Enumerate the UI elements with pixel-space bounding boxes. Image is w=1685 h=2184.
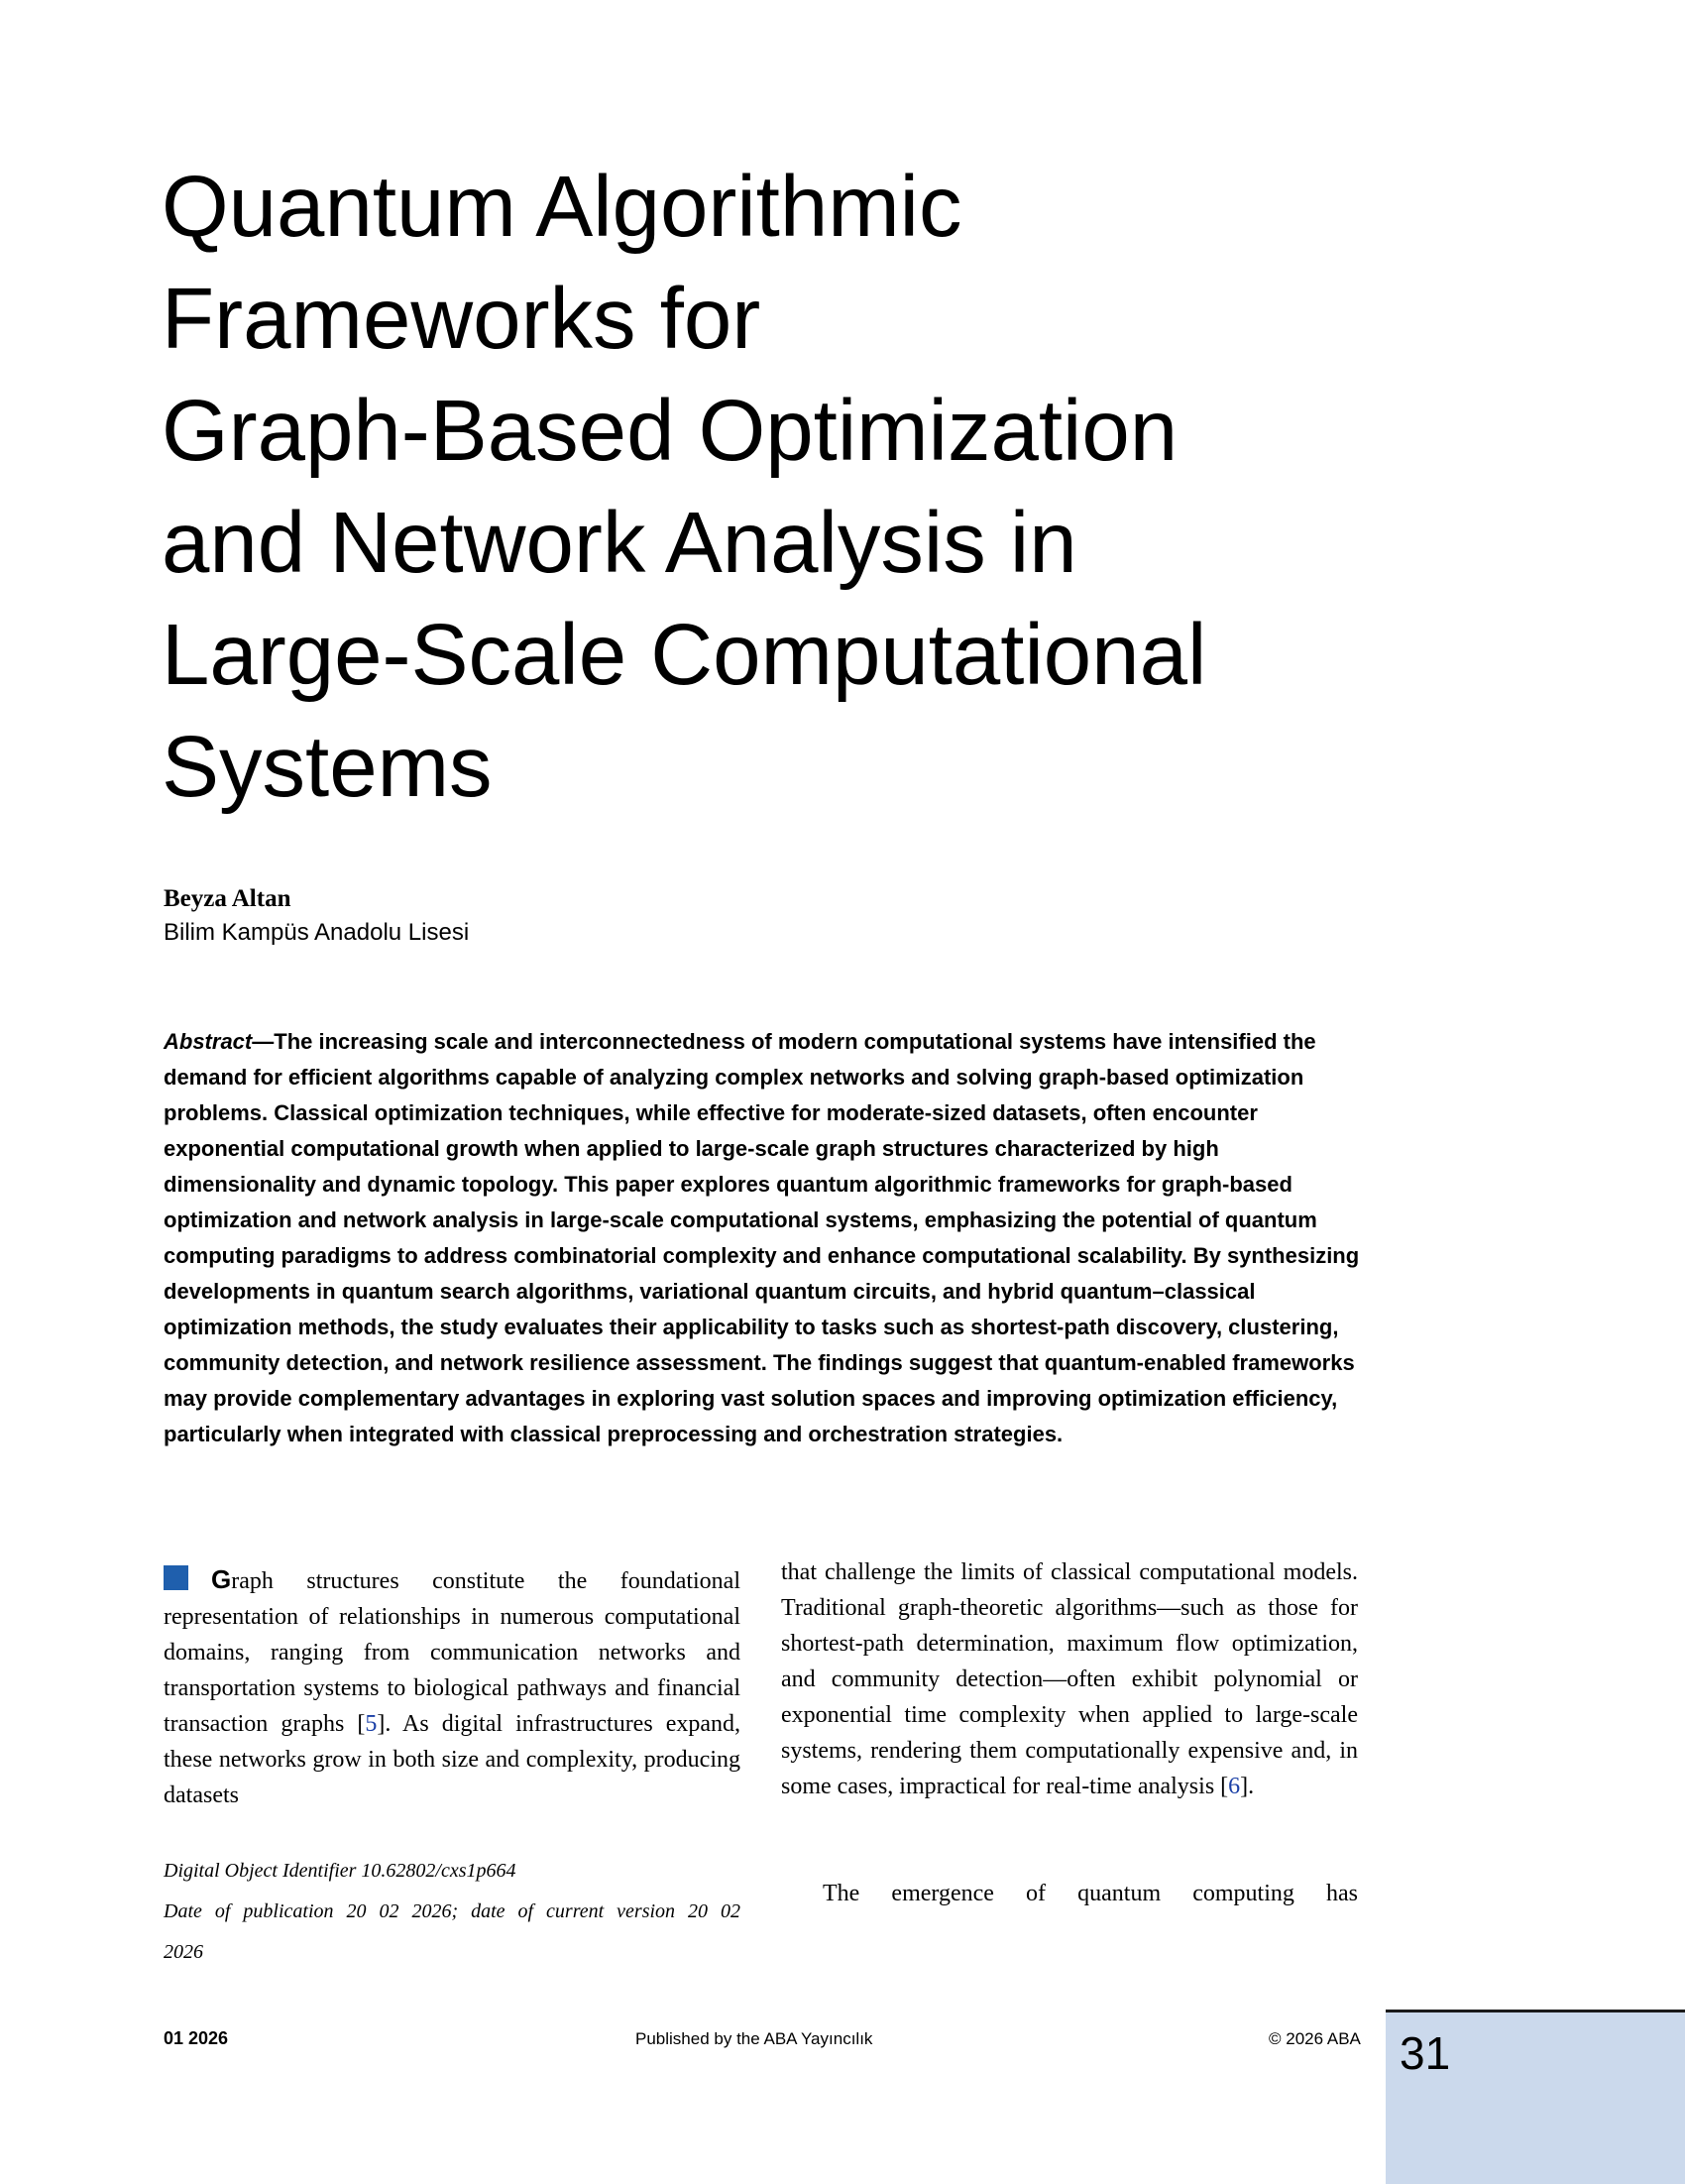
abstract-label: Abstract xyxy=(164,1029,253,1054)
body-text: ]. xyxy=(1240,1774,1255,1799)
body-text: raph structures constitute the foundational representation of relationships in numerous computational domains, ranging from communication networks and transportation systems to biological pathways and financial transaction graphs [ xyxy=(164,1568,740,1737)
body-column-right xyxy=(781,1554,1358,1804)
publication-date-line: Date of publication 20 02 2026; date of current version 20 02 xyxy=(164,1900,740,1922)
abstract-text: —The increasing scale and interconnectedness of modern computational systems have intensified the demand for efficient algorithms capable of analyzing complex networks and solving graph-based optimization problems. Classical optimization techniques, while effective for moderate-sized datasets, often encounter exponential computational growth when applied to large-scale graph structures characterized by high dimensionality and dynamic topology. This paper explores quantum algorithmic frameworks for graph-based optimization and network analysis in large-scale computational systems, emphasizing the potential of quantum computing paradigms to address combinatorial complexity and enhance computational scalability. By synthesizing developments in quantum search algorithms, variational quantum circuits, and hybrid quantum–classical optimization methods, the study evaluates their applicability to tasks such as shortest-path discovery, clustering, community detection, and network resilience assessment. The findings suggest that quantum-enabled frameworks may provide complementary advantages in exploring vast solution spaces and improving optimization efficiency, particularly when integrated with classical preprocessing and orchestration strategies. xyxy=(164,1029,1360,1446)
paper-title xyxy=(162,151,1401,823)
section-marker-square xyxy=(164,1565,188,1590)
footer-publisher: Published by the ABA Yayıncılık xyxy=(635,2029,873,2048)
page-number: 31 xyxy=(1400,2027,1451,2079)
body-text: ]. As digital infrastructures expand, these networks grow in both size and complexity, producing datasets xyxy=(164,1711,740,1808)
body-paragraph-start: The emergence of quantum computing has xyxy=(823,1881,1358,1906)
body-text: that challenge the limits of classical computational models. Traditional graph-theoretic algorithms—such as those for shortest-path determination, maximum flow optimization, and community detection—often exhibit polynomial or exponential time complexity when applied to large-scale systems, rendering them computationally expensive and, in some cases, impractical for real-time analysis [ xyxy=(781,1559,1358,1799)
title-line: Graph-Based Optimization xyxy=(162,383,1179,479)
title-line: Large-Scale Computational xyxy=(162,607,1207,703)
doi-line: Digital Object Identifier 10.62802/cxs1p664 xyxy=(164,1860,516,1882)
body-column-left xyxy=(164,1561,740,1813)
title-line: and Network Analysis in xyxy=(162,495,1077,591)
abstract xyxy=(164,1024,1363,1452)
title-line: Frameworks for xyxy=(162,271,761,367)
citation-link[interactable]: 6 xyxy=(1228,1774,1241,1799)
drop-cap: G xyxy=(211,1564,232,1594)
title-line: Quantum Algorithmic xyxy=(162,159,962,255)
publication-date-line-end: 2026 xyxy=(164,1941,203,1963)
title-line: Systems xyxy=(162,719,493,815)
author-name: Beyza Altan xyxy=(164,885,291,912)
citation-link[interactable]: 5 xyxy=(365,1711,378,1737)
author-affiliation: Bilim Kampüs Anadolu Lisesi xyxy=(164,919,470,946)
footer-issue: 01 2026 xyxy=(164,2028,229,2048)
page-number-box xyxy=(1386,2010,1685,2184)
footer-copyright: © 2026 ABA xyxy=(1269,2029,1361,2048)
